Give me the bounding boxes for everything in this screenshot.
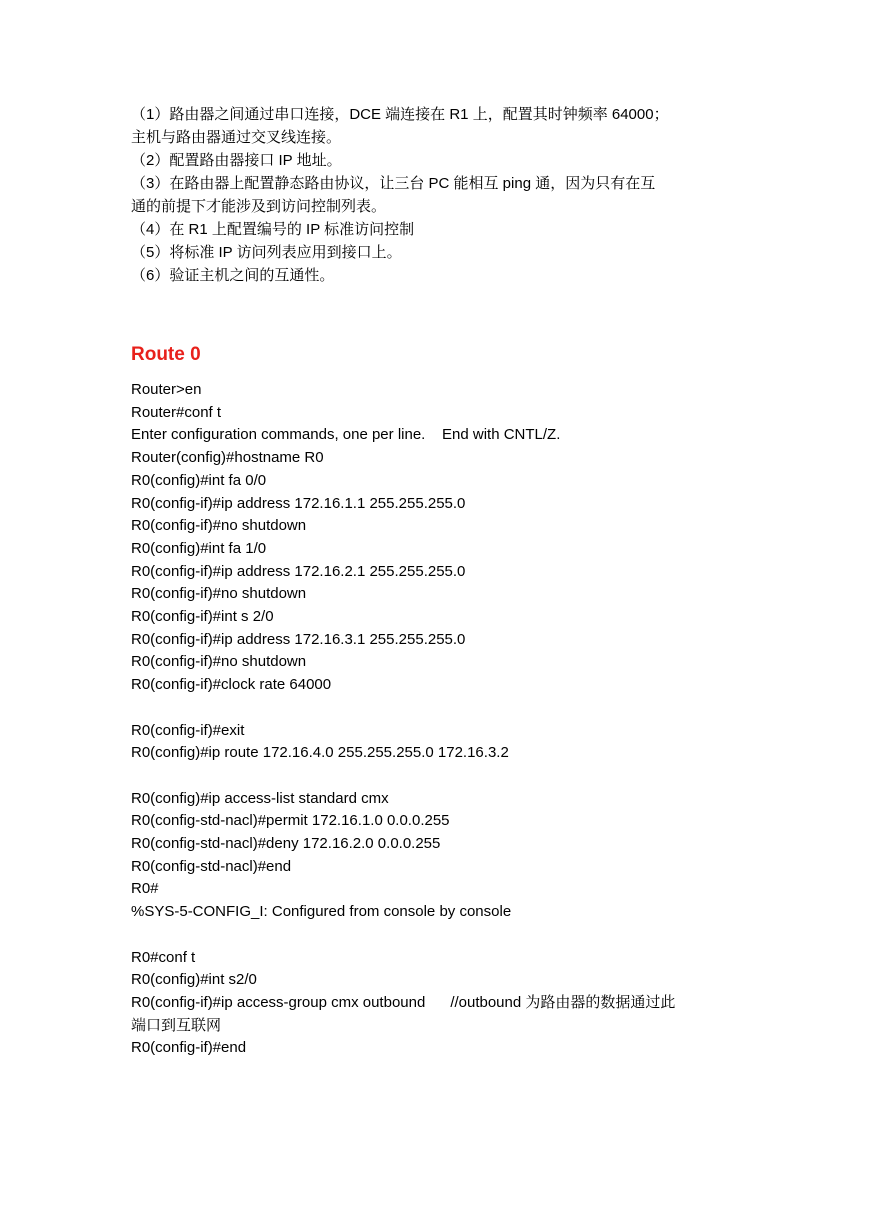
config-line: R0(config-std-nacl)#deny 172.16.2.0 0.0.0.255	[131, 835, 441, 853]
section-title: Route 0	[131, 344, 201, 365]
step-line: （1）路由器之间通过串口连接，DCE 端连接在 R1 上，配置其时钟频率 64000；	[131, 106, 669, 123]
config-line	[131, 765, 751, 788]
config-line: R0(config)#int fa 0/0	[131, 471, 267, 489]
step-line: 主机与路由器通过交叉线连接。	[131, 129, 342, 146]
config-line: R0(config)#ip access-list standard cmx	[131, 789, 389, 807]
config-line: R0(config-if)#ip access-group cmx outbound //outbound 为路由器的数据通过此	[131, 993, 676, 1011]
config-line: 端口到互联网	[131, 1016, 222, 1034]
config-line: R0(config)#ip route 172.16.4.0 255.255.255.0 172.16.3.2	[131, 744, 509, 762]
config-line: R0(config-if)#no shutdown	[131, 517, 307, 535]
steps-list	[131, 103, 751, 287]
config-line: R0(config-if)#end	[131, 1039, 247, 1057]
config-line: R0#	[131, 880, 159, 898]
config-line: R0(config)#int s2/0	[131, 971, 257, 989]
config-line: R0(config-if)#no shutdown	[131, 585, 307, 603]
config-line: R0(config)#int fa 1/0	[131, 539, 267, 557]
step-line: （3）在路由器上配置静态路由协议，让三台 PC 能相互 ping 通，因为只有在互	[131, 175, 656, 192]
config-line: Router#conf t	[131, 403, 222, 421]
step-line: （4）在 R1 上配置编号的 IP 标准访问控制	[131, 221, 415, 238]
step-line: 通的前提下才能涉及到访问控制列表。	[131, 198, 387, 215]
config-listing	[131, 379, 751, 1060]
config-line: R0(config-if)#ip address 172.16.3.1 255.255.255.0	[131, 630, 466, 648]
config-line: R0(config-if)#clock rate 64000	[131, 676, 332, 694]
config-line: R0#conf t	[131, 948, 196, 966]
step-line: （5）将标准 IP 访问列表应用到接口上。	[131, 244, 402, 261]
config-line: R0(config-if)#ip address 172.16.2.1 255.255.255.0	[131, 562, 466, 580]
config-line: R0(config-std-nacl)#permit 172.16.1.0 0.0.0.255	[131, 812, 450, 830]
config-line: Router(config)#hostname R0	[131, 449, 324, 467]
config-line: R0(config-if)#exit	[131, 721, 245, 739]
config-line: R0(config-if)#ip address 172.16.1.1 255.255.255.0	[131, 494, 466, 512]
config-line: R0(config-if)#int s 2/0	[131, 608, 274, 626]
step-line: （6）验证主机之间的互通性。	[131, 267, 335, 284]
config-line: Enter configuration commands, one per line. End with CNTL/Z.	[131, 426, 561, 444]
config-line: %SYS-5-CONFIG_I: Configured from console by console	[131, 903, 512, 921]
config-line: R0(config-std-nacl)#end	[131, 857, 292, 875]
document-page	[131, 103, 751, 1057]
config-line	[131, 697, 751, 720]
config-line	[131, 924, 751, 947]
config-line: Router>en	[131, 381, 202, 398]
step-line: （2）配置路由器接口 IP 地址。	[131, 152, 342, 169]
config-line: R0(config-if)#no shutdown	[131, 653, 307, 671]
